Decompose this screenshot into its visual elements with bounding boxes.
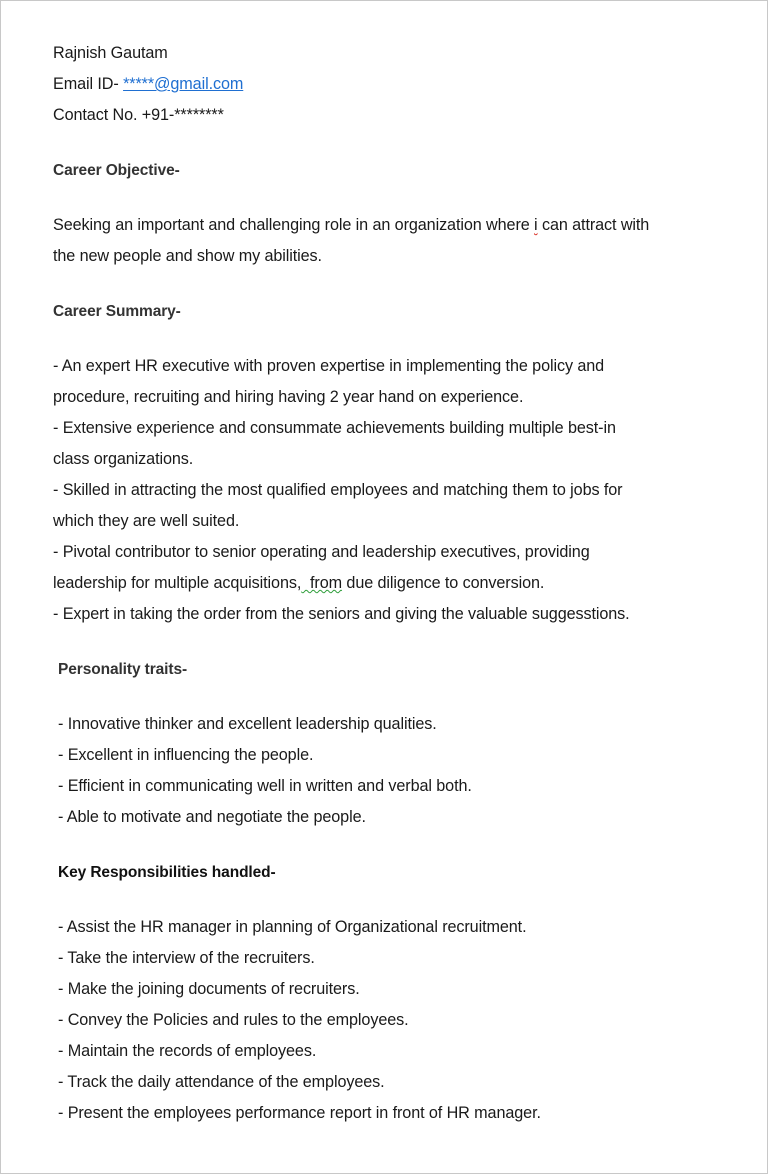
- objective-text-b: can attract with: [537, 216, 650, 234]
- summary-line: class organizations.: [53, 450, 194, 468]
- trait-item: - Efficient in communicating well in written and verbal both.: [58, 777, 472, 795]
- summary-line: - Extensive experience and consummate achievements building multiple best-in: [53, 419, 616, 437]
- summary-acq-from: from: [301, 574, 343, 592]
- career-objective-line-2: the new people and show my abilities.: [53, 247, 322, 265]
- personality-traits-list: [58, 709, 743, 833]
- responsibility-item: - Track the daily attendance of the employees.: [58, 1073, 385, 1091]
- career-objective-line-1: [53, 210, 743, 241]
- summary-line: - Expert in taking the order from the seniors and giving the valuable suggesstions.: [53, 605, 630, 623]
- key-responsibilities-list: [58, 912, 743, 1129]
- objective-misspelled-i: i: [534, 216, 538, 234]
- trait-item: - Innovative thinker and excellent leadership qualities.: [58, 715, 437, 733]
- responsibility-item: - Convey the Policies and rules to the employees.: [58, 1011, 409, 1029]
- career-summary-body: [53, 351, 743, 630]
- key-responsibilities-heading: Key Responsibilities handled-: [58, 864, 276, 881]
- objective-text-a: Seeking an important and challenging role in an organization where: [53, 216, 535, 234]
- summary-line: procedure, recruiting and hiring having 2 year hand on experience.: [53, 388, 524, 406]
- summary-acq-text-a: leadership for multiple acquisitions,: [53, 574, 302, 592]
- trait-item: - Excellent in influencing the people.: [58, 746, 314, 764]
- career-summary-heading: Career Summary-: [53, 303, 181, 320]
- summary-line: - Pivotal contributor to senior operating and leadership executives, providing: [53, 543, 590, 561]
- responsibility-item: - Maintain the records of employees.: [58, 1042, 317, 1060]
- trait-item: - Able to motivate and negotiate the people.: [58, 808, 366, 826]
- email-label: Email ID-: [53, 75, 124, 93]
- candidate-name: Rajnish Gautam: [53, 44, 168, 62]
- resume-document: [53, 38, 743, 1129]
- responsibility-item: - Make the joining documents of recruiters.: [58, 980, 360, 998]
- email-link[interactable]: *****@gmail.com: [123, 75, 244, 93]
- summary-acq-text-b: due diligence to conversion.: [342, 574, 545, 592]
- responsibility-item: - Assist the HR manager in planning of Organizational recruitment.: [58, 918, 527, 936]
- contact-number: Contact No. +91-********: [53, 106, 224, 124]
- summary-line: - An expert HR executive with proven expertise in implementing the policy and: [53, 357, 605, 375]
- summary-line: - Skilled in attracting the most qualified employees and matching them to jobs for: [53, 481, 623, 499]
- email-line: [53, 69, 743, 100]
- responsibility-item: - Present the employees performance report in front of HR manager.: [58, 1104, 541, 1122]
- personality-traits-heading: Personality traits-: [58, 661, 188, 678]
- summary-line: which they are well suited.: [53, 512, 240, 530]
- summary-line-acquisitions: [53, 568, 743, 599]
- career-objective-heading: Career Objective-: [53, 162, 180, 179]
- responsibility-item: - Take the interview of the recruiters.: [58, 949, 315, 967]
